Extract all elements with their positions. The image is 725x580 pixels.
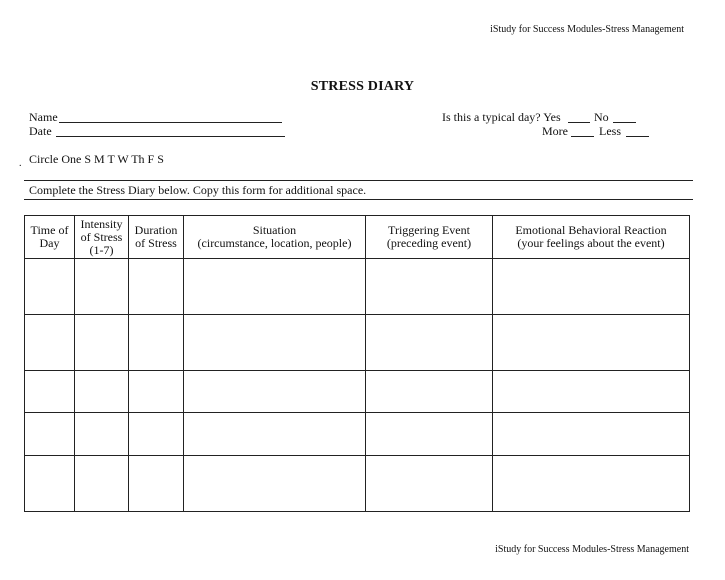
yes-field-line[interactable] xyxy=(568,122,590,123)
col-intensity: Intensity of Stress (1-7) xyxy=(75,216,129,259)
cell-situation[interactable] xyxy=(184,315,366,371)
cell-situation[interactable] xyxy=(184,259,366,315)
cell-duration[interactable] xyxy=(129,413,184,456)
table-row xyxy=(25,259,690,315)
cell-time[interactable] xyxy=(25,413,75,456)
col-emotional-reaction: Emotional Behavioral Reaction (your feelings about the event) xyxy=(493,216,690,259)
cell-trigger[interactable] xyxy=(366,315,493,371)
running-header: iStudy for Success Modules-Stress Management xyxy=(490,24,684,35)
date-field-line[interactable] xyxy=(56,136,285,137)
table-row xyxy=(25,371,690,413)
col-situation: Situation (circumstance, location, people) xyxy=(184,216,366,259)
cell-time[interactable] xyxy=(25,315,75,371)
bottom-rule xyxy=(24,199,693,200)
cell-reaction[interactable] xyxy=(493,315,690,371)
running-footer: iStudy for Success Modules-Stress Management xyxy=(495,544,689,555)
cell-reaction[interactable] xyxy=(493,259,690,315)
stress-diary-table xyxy=(24,215,690,512)
col-time-of-day: Time of Day xyxy=(25,216,75,259)
page-title: STRESS DIARY xyxy=(310,79,415,94)
more-field-line[interactable] xyxy=(571,136,594,137)
cell-intensity[interactable] xyxy=(75,259,129,315)
table-row xyxy=(25,315,690,371)
cell-reaction[interactable] xyxy=(493,371,690,413)
more-label: More xyxy=(542,124,568,138)
circle-one-days[interactable]: Circle One S M T W Th F S xyxy=(29,152,164,166)
col-triggering-event: Triggering Event (preceding event) xyxy=(366,216,493,259)
cell-duration[interactable] xyxy=(129,371,184,413)
no-label: No xyxy=(594,110,609,124)
cell-trigger[interactable] xyxy=(366,456,493,512)
date-label: Date xyxy=(29,124,52,138)
cell-trigger[interactable] xyxy=(366,413,493,456)
table-row xyxy=(25,456,690,512)
cell-situation[interactable] xyxy=(184,371,366,413)
cell-intensity[interactable] xyxy=(75,371,129,413)
cell-trigger[interactable] xyxy=(366,371,493,413)
cell-duration[interactable] xyxy=(129,456,184,512)
cell-time[interactable] xyxy=(25,371,75,413)
cell-duration[interactable] xyxy=(129,259,184,315)
stray-mark: . xyxy=(19,158,22,169)
cell-situation[interactable] xyxy=(184,456,366,512)
name-label: Name xyxy=(29,110,58,124)
top-rule xyxy=(24,180,693,181)
instructions: Complete the Stress Diary below. Copy this form for additional space. xyxy=(29,183,367,197)
no-field-line[interactable] xyxy=(613,122,636,123)
table-header-row xyxy=(25,216,690,259)
cell-time[interactable] xyxy=(25,259,75,315)
less-field-line[interactable] xyxy=(626,136,649,137)
name-field-line[interactable] xyxy=(59,122,282,123)
cell-duration[interactable] xyxy=(129,315,184,371)
cell-intensity[interactable] xyxy=(75,456,129,512)
cell-reaction[interactable] xyxy=(493,413,690,456)
cell-intensity[interactable] xyxy=(75,413,129,456)
cell-trigger[interactable] xyxy=(366,259,493,315)
table-row xyxy=(25,413,690,456)
col-duration: Duration of Stress xyxy=(129,216,184,259)
cell-reaction[interactable] xyxy=(493,456,690,512)
cell-intensity[interactable] xyxy=(75,315,129,371)
typical-day-label: Is this a typical day? Yes xyxy=(442,110,561,124)
less-label: Less xyxy=(599,124,621,138)
cell-situation[interactable] xyxy=(184,413,366,456)
cell-time[interactable] xyxy=(25,456,75,512)
